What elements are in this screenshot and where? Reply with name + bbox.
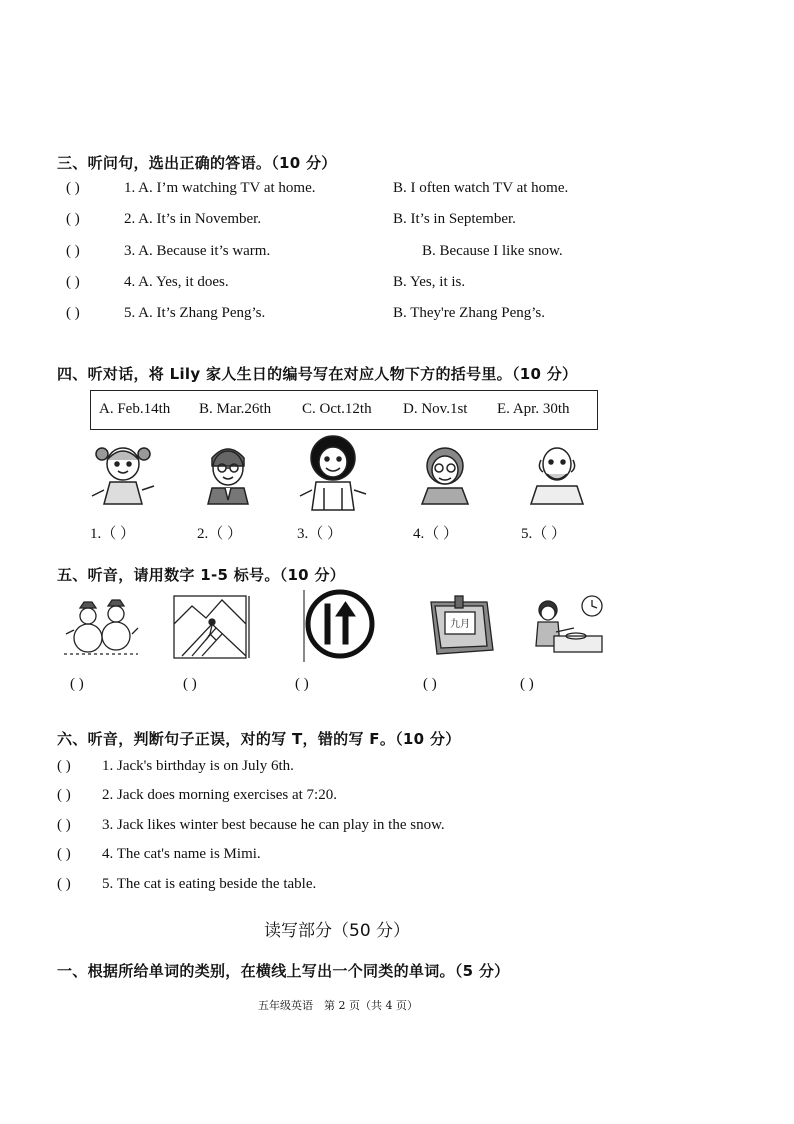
s3-option-a-3: 3. A. Because it’s warm.	[124, 243, 271, 259]
s3-option-b-3: B. Because I like snow.	[422, 243, 563, 259]
s6-statement-5: 5. The cat is eating beside the table.	[102, 876, 317, 892]
s6-paren-5: ( )	[57, 876, 71, 892]
picture-2-answer: ( )	[183, 676, 197, 692]
grandma-picture	[414, 440, 476, 506]
person-1-answer: 1.（ ）	[90, 526, 136, 542]
section-6-title: 六、听音，判断句子正误，对的写 T，错的写 F。（10 分）	[57, 730, 461, 748]
birthday-option-a: A. Feb.14th	[99, 401, 171, 417]
s6-paren-4: ( )	[57, 846, 71, 862]
picture-5-answer: ( )	[520, 676, 534, 692]
s3-option-a-2: 2. A. It’s in November.	[124, 211, 262, 227]
woman-curly-hair-picture	[296, 432, 370, 512]
birthday-options-box	[90, 390, 598, 430]
september-calendar-picture	[423, 592, 499, 662]
picture-4-answer: ( )	[423, 676, 437, 692]
s3-paren-4: ( )	[66, 274, 80, 290]
s3-option-b-1: B. I often watch TV at home.	[393, 180, 569, 196]
one-way-sign-picture	[300, 586, 378, 664]
s3-paren-1: ( )	[66, 180, 80, 196]
girl-eating-clock-picture	[526, 592, 606, 658]
s3-paren-2: ( )	[66, 211, 80, 227]
person-4-answer: 4.（ ）	[413, 526, 459, 542]
man-with-glasses-picture	[200, 440, 256, 506]
calendar-month-label: 九月	[450, 619, 470, 630]
grandpa-picture	[525, 440, 589, 506]
mountain-climbing-picture	[172, 594, 252, 662]
s3-option-b-4: B. Yes, it is.	[393, 274, 466, 290]
s6-statement-1: 1. Jack's birthday is on July 6th.	[102, 758, 294, 774]
s3-option-a-1: 1. A. I’m watching TV at home.	[124, 180, 316, 196]
picture-3-answer: ( )	[295, 676, 309, 692]
girl-picture	[88, 440, 158, 506]
birthday-option-c: C. Oct.12th	[302, 401, 372, 417]
s3-option-b-5: B. They're Zhang Peng’s.	[393, 305, 545, 321]
s6-statement-3: 3. Jack likes winter best because he can play in the snow.	[102, 817, 445, 833]
s6-paren-3: ( )	[57, 817, 71, 833]
snowmen-picture	[60, 594, 142, 660]
section-4-title: 四、听对话，将 Lily 家人生日的编号写在对应人物下方的括号里。（10 分）	[57, 365, 578, 383]
s6-statement-4: 4. The cat's name is Mimi.	[102, 846, 261, 862]
reading-section-1-title: 一、根据所给单词的类别，在横线上写出一个同类的单词。（5 分）	[57, 962, 510, 980]
person-2-answer: 2.（ ）	[197, 526, 243, 542]
s6-paren-1: ( )	[57, 758, 71, 774]
s3-paren-5: ( )	[66, 305, 80, 321]
birthday-option-d: D. Nov.1st	[403, 401, 468, 417]
s6-statement-2: 2. Jack does morning exercises at 7:20.	[102, 787, 337, 803]
person-5-answer: 5.（ ）	[521, 526, 567, 542]
s6-paren-2: ( )	[57, 787, 71, 803]
section-3-title: 三、听问句，选出正确的答语。（10 分）	[57, 154, 337, 172]
page-footer: 五年级英语 第 2 页（共 4 页）	[258, 999, 418, 1012]
s3-paren-3: ( )	[66, 243, 80, 259]
s3-option-b-2: B. It’s in September.	[393, 211, 516, 227]
birthday-option-e: E. Apr. 30th	[497, 401, 570, 417]
s3-option-a-4: 4. A. Yes, it does.	[124, 274, 229, 290]
section-5-title: 五、听音，请用数字 1-5 标号。（10 分）	[57, 566, 346, 584]
birthday-option-b: B. Mar.26th	[199, 401, 272, 417]
reading-writing-title: 读写部分（50 分）	[264, 921, 411, 941]
person-3-answer: 3.（ ）	[297, 526, 343, 542]
picture-1-answer: ( )	[70, 676, 84, 692]
s3-option-a-5: 5. A. It’s Zhang Peng’s.	[124, 305, 266, 321]
